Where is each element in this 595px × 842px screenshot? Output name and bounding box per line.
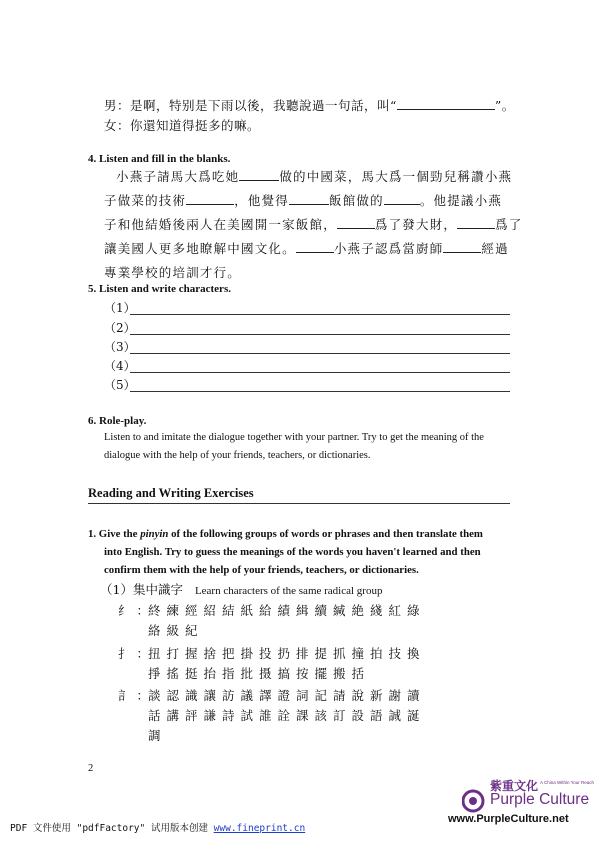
write-line-3[interactable]	[130, 353, 510, 354]
reading-section-title: Reading and Writing Exercises	[88, 486, 254, 500]
radical-silk-row-2: 絡級紀	[148, 623, 204, 638]
section-4-line-4: 讓美國人更多地瞭解中國文化。 小燕子認爲當廚師 經過	[104, 241, 509, 256]
fill-blank	[443, 240, 481, 253]
fill-blank	[239, 168, 279, 181]
fill-blank	[457, 216, 495, 229]
footer-text: PDF 文件使用 "pdfFactory" 试用版本创建	[10, 823, 214, 834]
radical-speech-row-2: 話講評謙詩試誰詮課該訂設語誠誕	[148, 708, 426, 723]
radical-speech-row-1: 談認識讓訪議譯證詞記請說新謝讀	[148, 688, 426, 703]
fill-blank	[337, 216, 375, 229]
fill-blank	[289, 192, 329, 205]
question-1-line-1: 1. Give the pinyin of the following groups of words or phrases and then translate them	[88, 528, 483, 540]
section-6-text-1: Listen to and imitate the dialogue together with your partner. Try to get the meaning of the	[104, 432, 484, 443]
fill-blank	[384, 192, 420, 205]
dialogue-line-1-suffix: ”。	[494, 98, 515, 113]
dialogue-line-1	[104, 96, 515, 114]
write-item-2-label: （2）	[104, 321, 136, 335]
write-item-3-label: （3）	[104, 340, 136, 354]
dialogue-blank	[397, 97, 495, 110]
section-6-text-2: dialogue with the help of your friends, teachers, or dictionaries.	[104, 450, 371, 461]
section-4-line-3: 子和他結婚後兩人在美國開一家飯館， 爲了發大財， 爲了	[104, 217, 523, 232]
logo-url[interactable]: www.PurpleCulture.net	[448, 813, 569, 825]
radical-silk-row-1: 終練經紹結紙給績緝續緘絶綫紅綠	[148, 603, 426, 618]
write-item-5-label: （5）	[104, 378, 136, 392]
fill-blank	[186, 192, 234, 205]
question-1-line-3: confirm them with the help of your friends, teachers, or dictionaries.	[104, 564, 419, 576]
radical-hand-row-1: 扭打握捨把掛投扔排提抓撞拍技換	[148, 646, 426, 661]
section-4-heading: 4. Listen and fill in the blanks.	[88, 153, 231, 165]
purple-culture-logo	[448, 775, 595, 830]
section-4-line-1: 小燕子請馬大爲吃她 做的中國菜，馬大爲一個勁兒稱讚小燕	[116, 169, 513, 184]
write-item-4-label: （4）	[104, 359, 136, 373]
fill-blank	[296, 240, 334, 253]
logo-chinese-text: 紫重文化	[490, 779, 539, 793]
radical-speech-label: 訁：	[118, 688, 156, 703]
write-line-4[interactable]	[130, 372, 510, 373]
section-5-heading: 5. Listen and write characters.	[88, 283, 231, 295]
subsection-1-label: （1）集中識字 Learn characters of the same radical group	[100, 582, 383, 597]
dialogue-line-2: 女：你還知道得挺多的嘛。	[104, 118, 261, 133]
write-line-1[interactable]	[130, 314, 510, 315]
write-line-2[interactable]	[130, 334, 510, 335]
section-divider	[88, 503, 510, 504]
pinyin-term: pinyin	[140, 528, 169, 540]
pdf-footer	[10, 820, 305, 834]
radical-speech-row-3: 調	[148, 728, 167, 743]
section-6-heading: 6. Role-play.	[88, 415, 147, 427]
page-number: 2	[88, 763, 94, 774]
radical-hand-row-2: 掙搖挺抬指批摄搞按擺搬括	[148, 666, 371, 681]
logo-tagline: A China Within Your Reach	[540, 780, 595, 785]
write-item-1-label: （1）	[104, 301, 136, 315]
radical-hand-label: 扌：	[118, 646, 156, 661]
dialogue-line-1-prefix: 男：是啊，特别是下雨以後，我聽說過一句話，叫“	[104, 98, 397, 113]
write-line-5[interactable]	[130, 391, 510, 392]
section-4-line-5: 專業學校的培訓才行。	[104, 265, 242, 280]
logo-brand-name: Purple Culture	[490, 791, 590, 808]
section-4-line-2: 子做菜的技術 ，他覺得 飯館做的 。他提議小燕	[104, 193, 503, 208]
radical-silk-label: 纟：	[118, 603, 156, 618]
question-1-line-2: into English. Try to guess the meanings of the words you haven't learned and then	[104, 546, 481, 558]
footer-link[interactable]: www.fineprint.cn	[213, 823, 306, 834]
